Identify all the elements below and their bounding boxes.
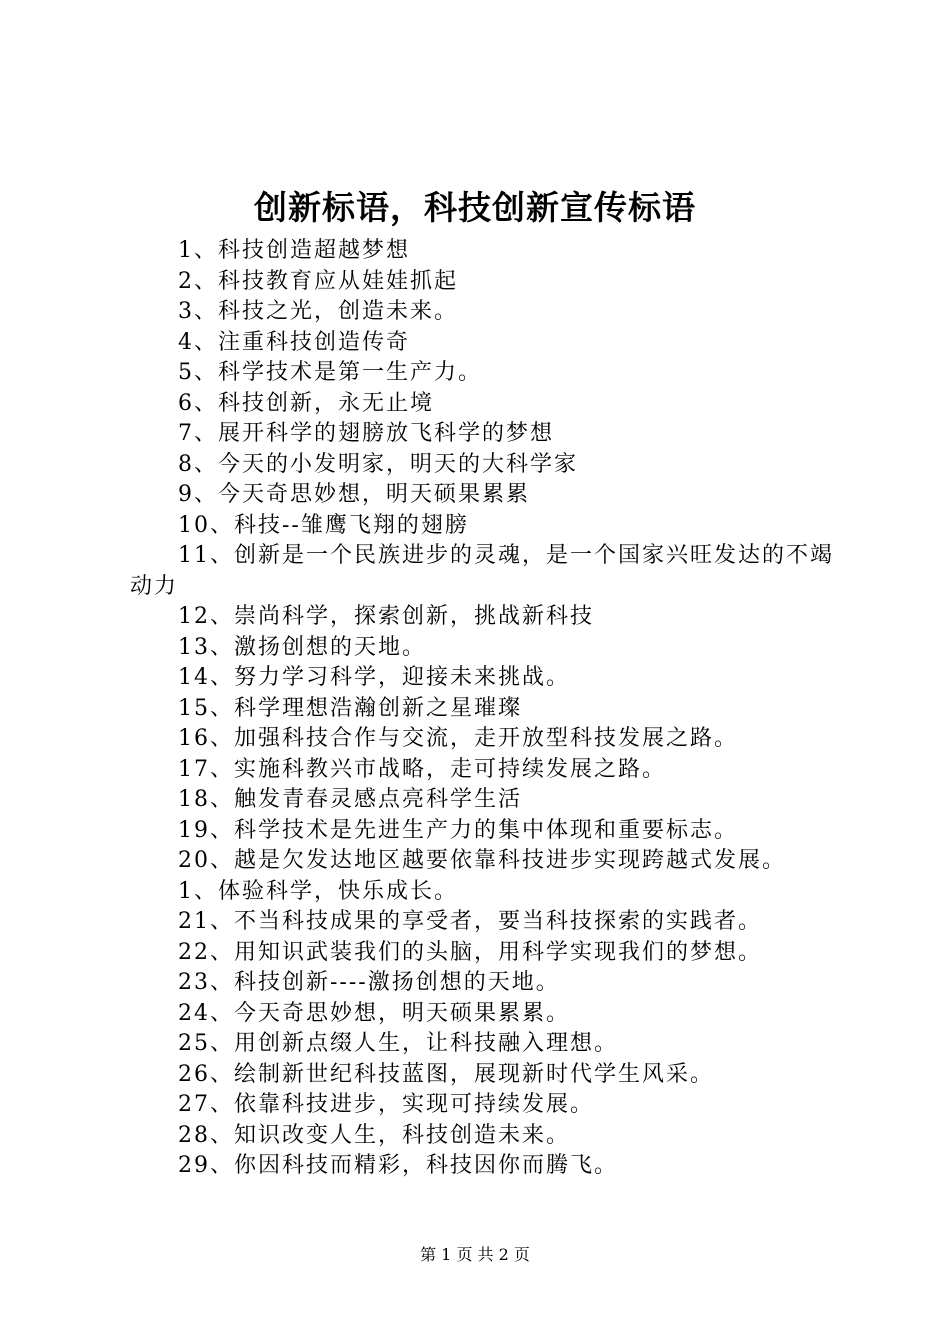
list-item: 7、展开科学的翅膀放飞科学的梦想 — [178, 421, 554, 446]
list-item: 24、今天奇思妙想，明天硕果累累。 — [178, 1000, 570, 1026]
list-item: 22、用知识武装我们的头脑，用科学实现我们的梦想。 — [178, 939, 762, 965]
list-item: 17、实施科教兴市战略，走可持续发展之路。 — [178, 756, 666, 782]
list-item: 18、触发青春灵感点亮科学生活 — [178, 787, 522, 812]
list-item: 10、科技--雏鹰飞翔的翅膀 — [178, 512, 469, 538]
list-item: 4、注重科技创造传奇 — [178, 329, 410, 355]
list-item: 11、创新是一个民族进步的灵魂，是一个国家兴旺发达的不竭动力 — [130, 543, 834, 599]
list-item: 28、知识改变人生，科技创造未来。 — [178, 1122, 570, 1148]
list-item: 29、你因科技而精彩，科技因你而腾飞。 — [178, 1153, 618, 1178]
list-item: 1、科技创造超越梦想 — [178, 238, 410, 263]
list-item: 27、依靠科技进步，实现可持续发展。 — [178, 1092, 594, 1117]
list-item: 13、激扬创想的天地。 — [178, 634, 426, 660]
list-item: 20、越是欠发达地区越要依靠科技进步实现跨越式发展。 — [178, 848, 786, 873]
list-item: 23、科技创新----激扬创想的天地。 — [178, 970, 560, 995]
list-item: 9、今天奇思妙想，明天硕果累累 — [178, 482, 530, 507]
list-item: 14、努力学习科学，迎接未来挑战。 — [178, 665, 570, 690]
list-item: 8、今天的小发明家，明天的大科学家 — [178, 451, 578, 477]
list-item: 26、绘制新世纪科技蓝图，展现新时代学生风采。 — [178, 1061, 714, 1087]
list-item: 1、体验科学，快乐成长。 — [178, 878, 458, 904]
list-item: 21、不当科技成果的享受者，要当科技探索的实践者。 — [178, 909, 762, 934]
document-title: 创新标语，科技创新宣传标语 — [254, 188, 696, 227]
list-item: 2、科技教育应从娃娃抓起 — [178, 268, 458, 294]
list-item: 19、科学技术是先进生产力的集中体现和重要标志。 — [178, 817, 738, 843]
page-number-footer: 第 1 页 共 2 页 — [420, 1245, 530, 1264]
list-item: 12、崇尚科学，探索创新，挑战新科技 — [178, 604, 594, 629]
list-item: 15、科学理想浩瀚创新之星璀璨 — [178, 695, 522, 721]
slogan-list — [130, 236, 835, 1182]
list-item: 16、加强科技合作与交流，走开放型科技发展之路。 — [178, 726, 738, 751]
list-item: 25、用创新点缀人生，让科技融入理想。 — [178, 1031, 618, 1056]
list-item: 6、科技创新，永无止境 — [178, 390, 434, 416]
list-item: 5、科学技术是第一生产力。 — [178, 360, 482, 385]
list-item: 3、科技之光，创造未来。 — [178, 299, 458, 324]
